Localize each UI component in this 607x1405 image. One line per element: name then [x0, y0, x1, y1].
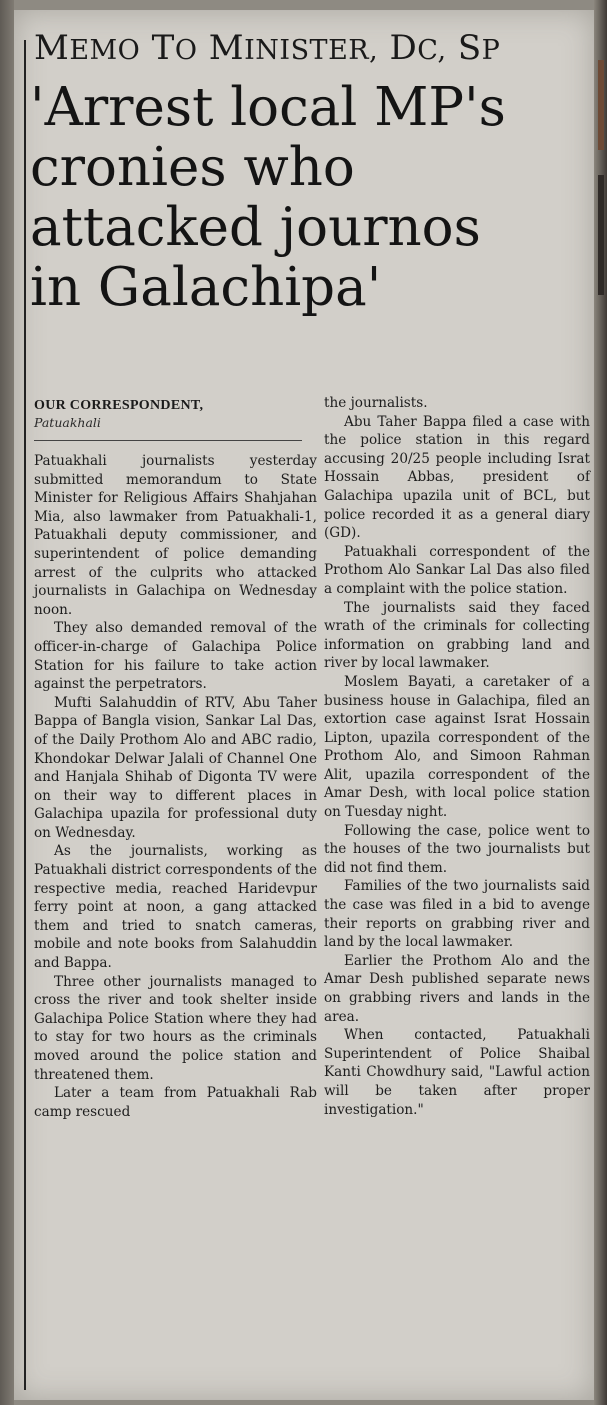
paragraph: Moslem Bayati, a caretaker of a business house in Galachipa, filed an extortion case against Israt Hossain Lipton, upazila correspondent of the Prothom Alo, and Simoon Rahman Alit, upazila correspondent of the Amar Desh, with local police station on Tuesday night.: [324, 673, 590, 821]
paragraph: Abu Taher Bappa filed a case with the police station in this regard accusing 20/25 people including Israt Hossain Abbas, president of Galachipa upazila unit of BCL, but police recorded it as a general diary (GD).: [324, 413, 590, 542]
byline: [34, 398, 314, 430]
paragraph: Later a team from Patuakhali Rab camp rescued: [34, 1085, 317, 1120]
paragraph: The journalists said they faced wrath of the criminals for collecting information on grabbing land and river by local lawmaker.: [324, 599, 590, 672]
kicker: MEMO TO MINISTER, DC, SP: [34, 28, 501, 68]
paragraph: Patuakhali correspondent of the Prothom Alo Sankar Lal Das also filed a complaint with the police station.: [324, 543, 590, 597]
page-edge-right: [594, 0, 607, 1405]
headline-line: attacked journos: [30, 197, 481, 258]
byline-name: OUR CORRESPONDENT,: [34, 398, 204, 413]
paragraph: Three other journalists managed to cross the river and took shelter inside Galachipa Police Station where they had to stay for two hours as the criminals moved around the police station and threatened them.: [34, 973, 317, 1083]
article-column-1: [34, 452, 317, 1121]
paragraph: Earlier the Prothom Alo and the Amar Desh published separate news on grabbing rivers and lands in the area.: [324, 952, 590, 1025]
paragraph: Patuakhali journalists yesterday submitted memorandum to State Minister for Religious Affairs Shahjahan Mia, also lawmaker from Patuakhali-1, Patuakhali deputy commissioner, and superintendent of police demanding arrest of the culprits who attacked journalists in Galachipa on Wednesday noon.: [34, 453, 317, 618]
headline: [30, 78, 590, 318]
paragraph: They also demanded removal of the officer-in-charge of Galachipa Police Station for his failure to take action against the perpetrators.: [34, 620, 317, 693]
paragraph: When contacted, Patuakhali Superintendent of Police Shaibal Kanti Chowdhury said, "Lawful action will be taken after proper investigation.": [324, 1027, 590, 1118]
headline-line: cronies who: [30, 137, 355, 198]
headline-line: in Galachipa': [30, 257, 382, 318]
newspaper-clipping: [14, 10, 594, 1400]
article-column-2: [324, 394, 590, 1119]
page-edge-left: [0, 0, 14, 1405]
paragraph: Following the case, police went to the houses of the two journalists but did not find them.: [324, 822, 590, 876]
column-rule: [24, 40, 26, 1390]
headline-line: 'Arrest local MP's: [30, 77, 506, 138]
byline-rule: [34, 440, 302, 441]
paragraph: Mufti Salahuddin of RTV, Abu Taher Bappa of Bangla vision, Sankar Lal Das, of the Daily Prothom Alo and ABC radio, Khondokar Delwar Jalali of Channel One and Hanjala Shihab of Digonta TV were on their way to different places in Galachipa upazila for professional duty on Wednesday.: [34, 694, 317, 841]
adjacent-photo-strip: [598, 60, 604, 150]
adjacent-photo-strip-dark: [598, 175, 604, 295]
paragraph: Families of the two journalists said the case was filed in a bid to avenge their reports on grabbing river and land by the local lawmaker.: [324, 878, 590, 951]
paragraph: the journalists.: [324, 395, 428, 411]
byline-place: Patuakhali: [34, 415, 101, 430]
paragraph: As the journalists, working as Patuakhali district correspondents of the respective media, reached Haridevpur ferry point at noon, a gang attacked them and tried to snatch cameras, mobile and note books from Salahuddin and Bappa.: [34, 843, 317, 972]
